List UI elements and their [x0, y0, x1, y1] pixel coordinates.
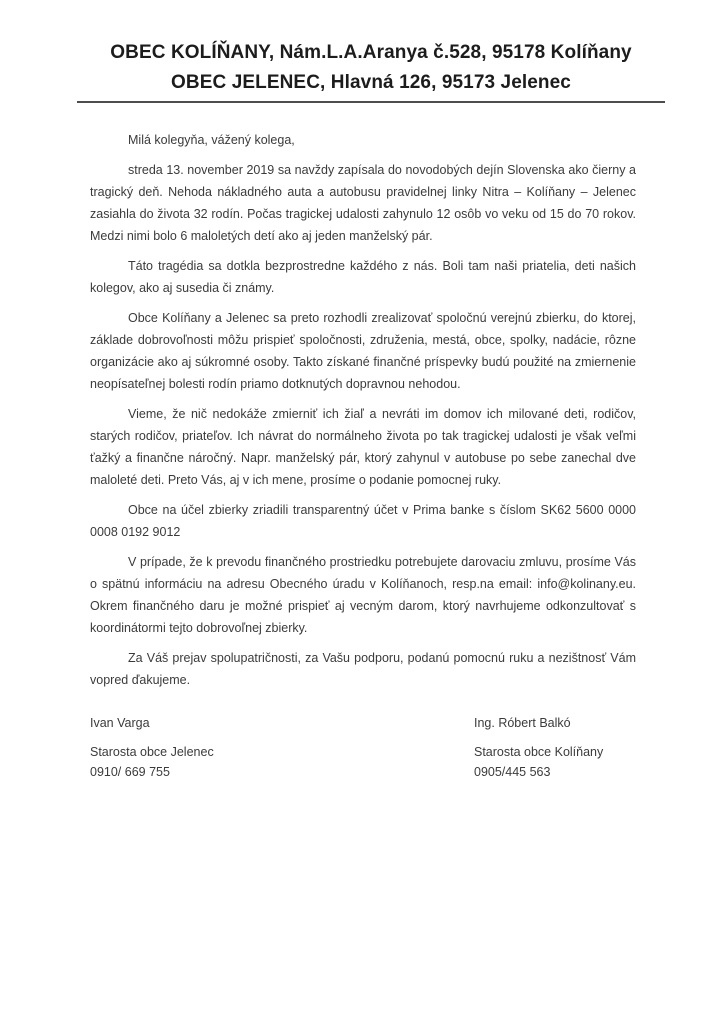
letterhead-line2: OBEC JELENEC, Hlavná 126, 95173 Jelenec	[171, 72, 571, 93]
letter-body	[90, 129, 636, 691]
greeting-line: Milá kolegyňa, vážený kolega,	[128, 133, 295, 147]
paragraph-bank-account: Obce na účel zbierky zriadili transparentný účet v Prima banke s číslom SK62 5600 0000 0008 0192 9012	[90, 503, 636, 539]
paragraph-thanks: Za Váš prejav spolupatričnosti, za Vašu podporu, podanú pomocnú ruku a nezištnosť Vám vopred ďakujeme.	[90, 651, 636, 687]
signature-right	[474, 713, 636, 782]
paragraph-public-collection: Obce Kolíňany a Jelenec sa preto rozhodli zrealizovať spoločnú verejnú zbierku, do ktorej, základe dobrovoľnosti môžu prispieť spoločnosti, združenia, mestá, obce, spolky, nadácie, rôzne organizácie ako aj súkromné osoby. Takto získané finančné príspevky budú použité na zmiernenie neopísateľnej bolesti rodín priamo dotknutých dopravnou nehodou.	[90, 311, 636, 391]
paragraph-help-request: Vieme, že nič nedokáže zmierniť ich žiaľ a nevráti im domov ich milované deti, rodičov, starých rodičov, priateľov. Ich návrat do normálneho života po tak tragickej udalosti je však veľmi ťažký a finančne náročný. Napr. manželský pár, ktorý zahynul v autobuse po sebe zanechal dve maloleté deti. Preto Vás, aj v ich mene, prosíme o podanie pomocnej ruky.	[90, 407, 636, 487]
paragraph-donation-contract: V prípade, že k prevodu finančného prostriedku potrebujete darovaciu zmluvu, prosíme Vás o spätnú informáciu na adresu Obecného úradu v Kolíňanoch, resp.na email: info@kolinany.eu. Okrem finančného daru je možné prispieť aj vecným darom, ktorý navrhujeme odkonzultovať s koordinátormi tejto dobrovoľnej zbierky.	[90, 555, 636, 635]
signer-phone-right: 0905/445 563	[474, 765, 551, 779]
paragraph-tragedy-touched: Táto tragédia sa dotkla bezprostredne každého z nás. Boli tam naši priatelia, deti našich kolegov, ako aj susedia či známy.	[90, 259, 636, 295]
signer-phone-left: 0910/ 669 755	[90, 765, 170, 779]
paragraph-intro-accident: streda 13. november 2019 sa navždy zapísala do novodobých dejín Slovenska ako čierny a tragický deň. Nehoda nákladného auta a autobusu pravidelnej linky Nitra – Kolíňany – Jelenec zasiahla do života 32 rodín. Počas tragickej udalosti zahynulo 12 osôb vo veku od 15 do 70 rokov. Medzi nimi bolo 6 maloletých detí ako aj jeden manželský pár.	[90, 163, 636, 243]
signature-block	[90, 713, 636, 782]
signer-title-left: Starosta obce Jelenec	[90, 745, 214, 759]
letterhead-line1: OBEC KOLÍŇANY, Nám.L.A.Aranya č.528, 95178 Kolíňany	[110, 42, 632, 63]
signer-name-right: Ing. Róbert Balkó	[474, 716, 571, 730]
signature-left	[90, 713, 474, 782]
signer-title-right: Starosta obce Kolíňany	[474, 745, 604, 759]
signer-name-left: Ivan Varga	[90, 716, 150, 730]
letterhead	[77, 38, 665, 103]
